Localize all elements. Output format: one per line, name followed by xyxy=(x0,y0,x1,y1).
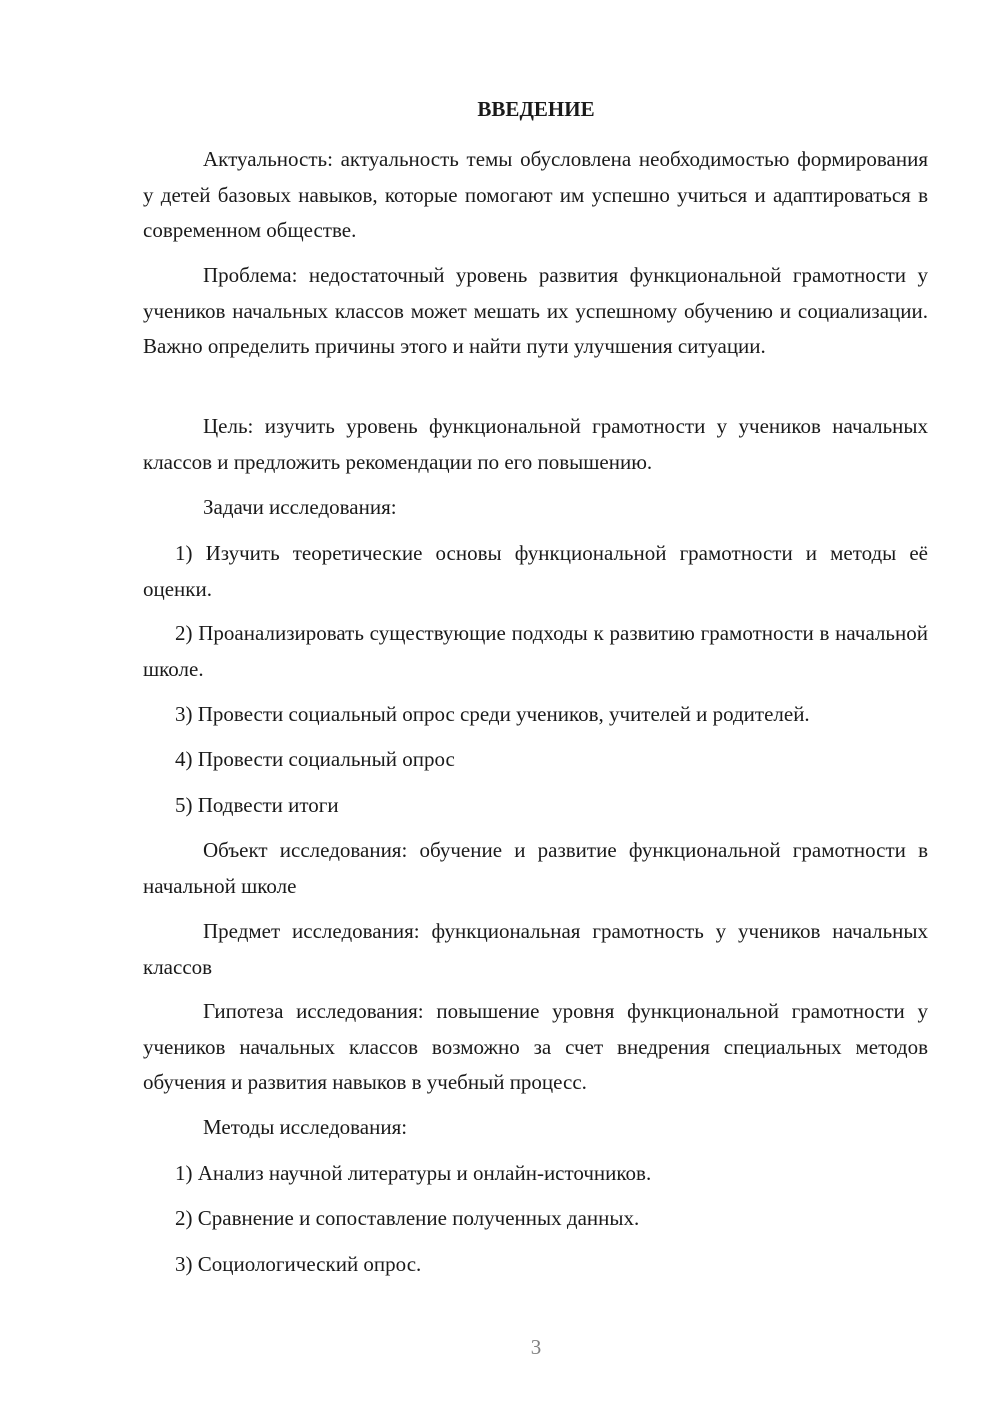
subject-paragraph: Предмет исследования: функциональная грамотность у учеников начальных классов xyxy=(143,919,928,979)
tasks-heading: Задачи исследования: xyxy=(203,495,397,519)
page-title: ВВЕДЕНИЕ xyxy=(477,97,595,121)
task-item-1: 1) Изучить теоретические основы функциональной грамотности и методы её оценки. xyxy=(143,541,928,601)
hypothesis-paragraph: Гипотеза исследования: повышение уровня функциональной грамотности у учеников начальных классов возможно за счет внедрения специальных методов обучения и развития навыков в учебный процесс. xyxy=(143,999,928,1094)
task-item-3: 3) Провести социальный опрос среди учеников, учителей и родителей. xyxy=(175,702,810,726)
task-item-4: 4) Провести социальный опрос xyxy=(175,747,455,771)
page-number: 3 xyxy=(530,1335,542,1359)
task-item-5: 5) Подвести итоги xyxy=(175,793,339,817)
methods-heading: Методы исследования: xyxy=(203,1115,408,1139)
task-item-2: 2) Проанализировать существующие подходы к развитию грамотности в начальной школе. xyxy=(143,621,928,681)
method-item-3: 3) Социологический опрос. xyxy=(175,1252,422,1276)
relevance-paragraph: Актуальность: актуальность темы обусловлена необходимостью формирования у детей базовых навыков, которые помогают им успешно учиться и адаптироваться в современном обществе. xyxy=(143,147,928,242)
method-item-2: 2) Сравнение и сопоставление полученных данных. xyxy=(175,1206,640,1230)
problem-paragraph: Проблема: недостаточный уровень развития функциональной грамотности у учеников начальных классов может мешать их успешному обучению и социализации. Важно определить причины этого и найти пути улучшения ситуации. xyxy=(143,263,928,358)
method-item-1: 1) Анализ научной литературы и онлайн-источников. xyxy=(175,1161,652,1185)
object-paragraph: Объект исследования: обучение и развитие функциональной грамотности в начальной школе xyxy=(143,838,928,898)
goal-paragraph: Цель: изучить уровень функциональной грамотности у учеников начальных классов и предложить рекомендации по его повышению. xyxy=(143,414,928,474)
